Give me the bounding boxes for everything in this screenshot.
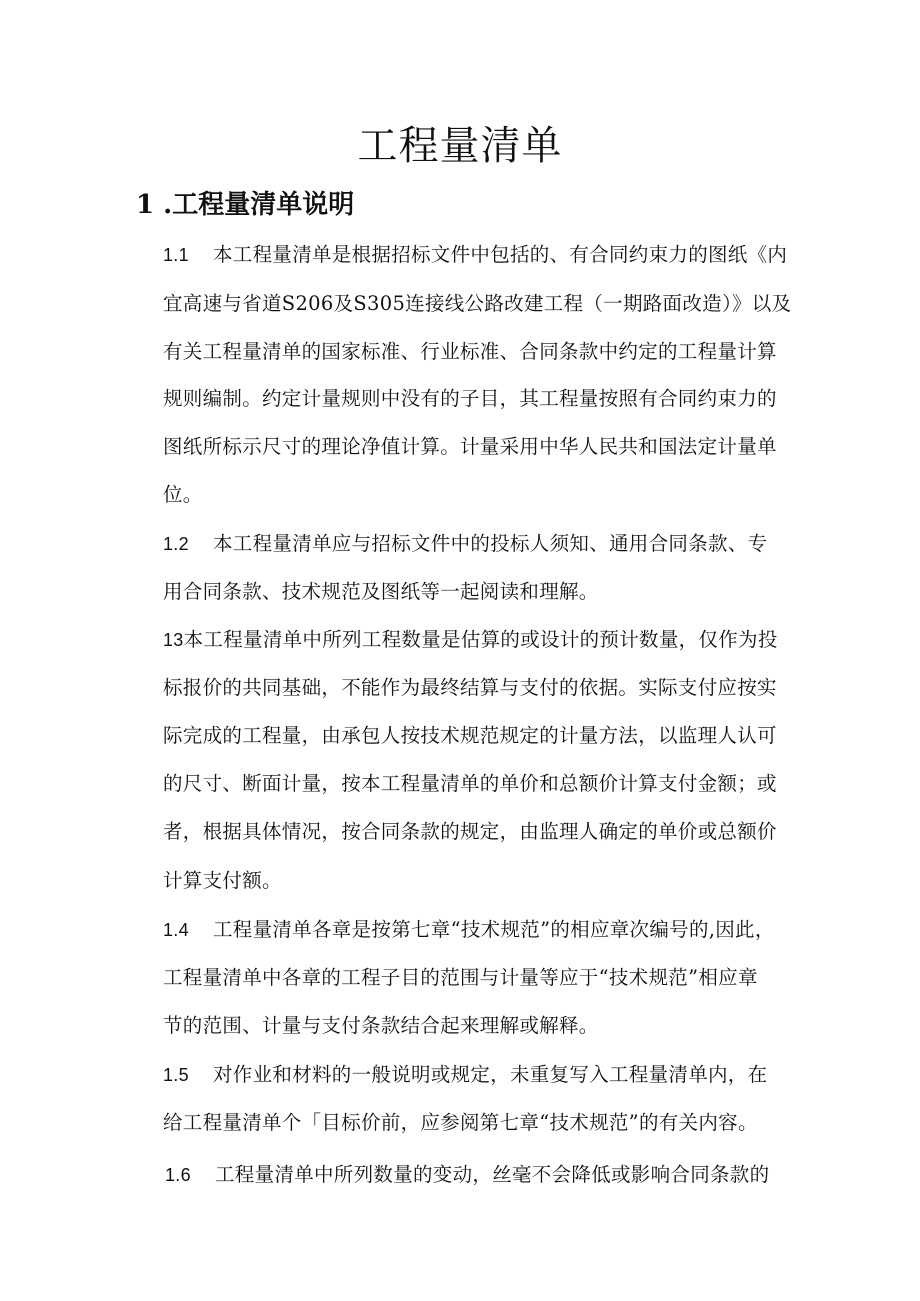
paragraph-number: 1.6	[165, 1165, 191, 1185]
paragraph-1-3-line-6	[163, 866, 793, 896]
paragraph-1-5-line-2	[163, 1108, 793, 1138]
paragraph-text: 图纸所标示尺寸的理论净值计算。计量采用中华人民共和国法定计量单	[163, 435, 777, 458]
paragraph-text: 者，根据具体情况，按合同条款的规定，由监理人确定的单价或总额价	[163, 820, 777, 843]
paragraph-text: 位。	[163, 483, 203, 506]
paragraph-text: 宜高速与省道S206及S305连接线公路改建工程（一期路面改造）》以及	[163, 292, 792, 315]
paragraph-text: 给工程量清单个「目标价前，应参阅第七章“技术规范”的有关内容。	[163, 1111, 758, 1134]
paragraph-text: 工程量清单各章是按第七章“技术规范”的相应章次编号的,因此，	[213, 918, 775, 941]
paragraph-1-1-line-5	[163, 432, 793, 462]
paragraph-text: 际完成的工程量，由承包人按技术规范规定的计量方法，以监理人认可	[163, 724, 777, 747]
paragraph-number: 1.4	[163, 920, 189, 940]
paragraph-text: 节的范围、计量与支付条款结合起来理解或解释。	[163, 1014, 599, 1037]
paragraph-number: 1.1	[163, 245, 189, 265]
paragraph-1-3-line-2	[163, 673, 793, 703]
paragraph-number: 1.5	[163, 1065, 189, 1085]
paragraph-text: 规则编制。约定计量规则中没有的子目，其工程量按照有合同约束力的	[163, 387, 777, 410]
paragraph-number: 1.2	[163, 534, 189, 554]
paragraph-1-5-line-1	[163, 1060, 793, 1090]
paragraph-1-2-line-1	[163, 529, 793, 559]
paragraph-1-1-line-3	[163, 337, 793, 367]
document-title: 工程量清单	[357, 123, 563, 169]
paragraph-text: 工程量清单中各章的工程子目的范围与计量等应于“技术规范”相应章	[163, 966, 758, 989]
paragraph-1-3-line-4	[163, 769, 793, 799]
paragraph-text: 用合同条款、技术规范及图纸等一起阅读和理解。	[163, 580, 599, 603]
paragraph-1-3-line-1	[163, 625, 793, 655]
paragraph-text: 工程量清单中所列数量的变动，丝毫不会降低或影响合同条款的	[215, 1163, 770, 1186]
paragraph-1-1-line-6	[163, 480, 793, 510]
paragraph-1-1-line-4	[163, 384, 793, 414]
paragraph-text: 本工程量清单应与招标文件中的投标人须知、通用合同条款、专	[213, 532, 768, 555]
paragraph-text: 对作业和材料的一般说明或规定，未重复写入工程量清单内，在	[213, 1063, 768, 1086]
paragraph-text: 有关工程量清单的国家标准、行业标准、合同条款中约定的工程量计算	[163, 340, 777, 363]
paragraph-1-4-line-1	[163, 915, 793, 945]
paragraph-text: 标报价的共同基础，不能作为最终结算与支付的依据。实际支付应按实	[163, 676, 777, 699]
paragraph-1-4-line-3	[163, 1011, 793, 1041]
paragraph-text: 计算支付额。	[163, 869, 282, 892]
section-heading: 1 .工程量清单说明	[136, 190, 355, 220]
paragraph-1-1-line-2	[163, 289, 793, 319]
paragraph-1-3-line-3	[163, 721, 793, 751]
paragraph-text: 本工程量清单中所列工程数量是估算的或设计的预计数量，仅作为投	[183, 628, 778, 651]
paragraph-1-1-line-1	[163, 240, 793, 270]
paragraph-1-3-line-5	[163, 817, 793, 847]
paragraph-text: 本工程量清单是根据招标文件中包括的、有合同约束力的图纸《内	[213, 243, 788, 266]
paragraph-1-6-line-1	[165, 1160, 795, 1190]
paragraph-1-4-line-2	[163, 963, 793, 993]
paragraph-text: 的尺寸、断面计量，按本工程量清单的单价和总额价计算支付金额；或	[163, 772, 777, 795]
paragraph-number: 13	[163, 630, 184, 650]
paragraph-1-2-line-2	[163, 577, 793, 607]
